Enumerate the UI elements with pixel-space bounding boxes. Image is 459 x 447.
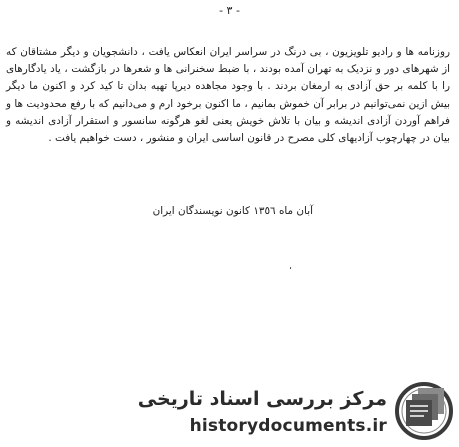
page-number: - ٣ - bbox=[219, 4, 240, 17]
watermark bbox=[0, 378, 459, 447]
watermark-title: مرکز بررسی اسناد تاریخی bbox=[137, 388, 387, 410]
stray-mark: ، bbox=[289, 262, 292, 272]
signature-line: آبان ماه ١٣٥٦ کانون نویسندگان ایران bbox=[152, 205, 313, 217]
watermark-url: historydocuments.ir bbox=[189, 416, 387, 436]
archive-logo-icon bbox=[394, 380, 454, 442]
body-paragraph: روزنامه ها و رادیو تلویزیون ، بی درنگ در سراسر ایران انعکاس یافت ، دانشجویان و دیگر مشتاقان که از شهرهای دور و نزدیک به تهران آمده بودند ، با ضبط سخنرانی ها و شعرها در بازگشت ، یاد یادگارهای را با کلمه بر حق آزادی به ارمغان بردند . با وجود مجاهده دیرپا تهیه بدان تا کید کرد و اکنون ما دیگر بیش ازین نمی‌توانیم در برابر آن خموش بمانیم ، ما اکنون برخود ارم و می‌دانیم که با رفع محدودیت ها و فراهم آوردن آزادی اندیشه و بیان با تلاش خویش یعنی لغو هرگونه سانسور و استقرار آزادی اندیشه و بیان در چهارچوب آزادیهای کلی مصرح در قانون اساسی ایران و منشور ، دست خواهیم یافت . bbox=[6, 46, 450, 145]
body-text bbox=[6, 44, 450, 147]
